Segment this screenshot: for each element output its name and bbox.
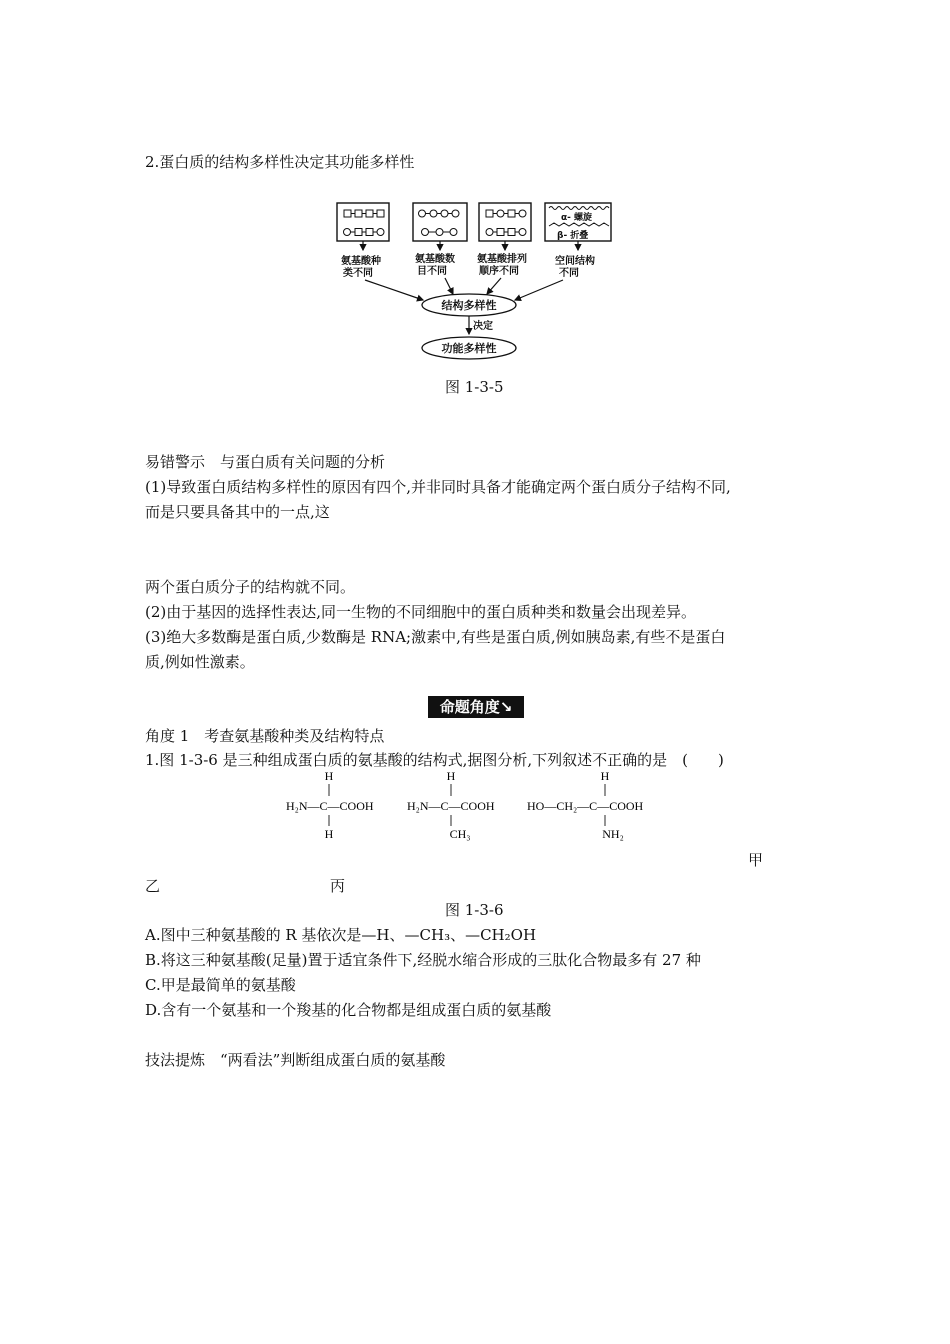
cause-types-line2: 类不同 (343, 268, 373, 279)
warning-point1-line2: 而是只要具备其中的一点,这 (145, 503, 330, 521)
formula2-chain: H₂N—C—COOH (407, 799, 495, 813)
box-spatial-structure (545, 203, 611, 241)
cause-spatial-line2: 不同 (559, 268, 579, 279)
formula-bing (527, 769, 644, 841)
figure-caption-1-3-5: 图 1-3-5 (445, 378, 504, 396)
warning-point3-line2: 质,例如性激素。 (145, 653, 255, 671)
cause-spatial-line1: 空间结构 (555, 256, 595, 267)
option-b: B.将这三种氨基酸(足量)置于适宜条件下,经脱水缩合形成的三肽化合物最多有 27 种 (145, 951, 701, 969)
option-d: D.含有一个氨基和一个羧基的化合物都是组成蛋白质的氨基酸 (145, 1001, 552, 1019)
formula3-chain: HO—CH₂—C—COOH (527, 799, 644, 813)
cause-numbers-line1: 氨基酸数 (415, 254, 455, 265)
formula2-bottom: CH₃ (449, 827, 471, 841)
formula-jia (286, 769, 374, 841)
warning-title: 易错警示 与蛋白质有关问题的分析 (145, 453, 386, 471)
box-amino-acid-numbers (413, 203, 467, 241)
formula3-bottom: NH₂ (602, 827, 624, 841)
alpha-helix-label: α- 螺旋 (561, 213, 593, 223)
box-amino-acid-sequence (479, 203, 531, 241)
box-amino-acid-types (337, 203, 389, 241)
structure-diversity-label: 结构多样性 (441, 299, 497, 312)
figure-caption-1-3-6: 图 1-3-6 (445, 901, 504, 919)
formula3-top: H (600, 769, 610, 783)
label-bing: 丙 (330, 877, 346, 895)
formula2-top: H (446, 769, 456, 783)
beta-sheet-label: β- 折叠 (557, 231, 589, 241)
angle1-heading: 角度 1 考查氨基酸种类及结构特点 (145, 727, 385, 745)
warning-point1-line3: 两个蛋白质分子的结构就不同。 (145, 578, 356, 596)
cause-sequence-line2: 顺序不同 (479, 266, 519, 277)
cause-numbers-line2: 目不同 (417, 266, 447, 277)
warning-point3-line1: (3)绝大多数酶是蛋白质,少数酶是 RNA;激素中,有些是蛋白质,例如胰岛素,有些不是蛋白 (145, 628, 726, 646)
cause-types-line1: 氨基酸种 (341, 256, 381, 267)
decides-label: 决定 (473, 321, 493, 332)
section-heading: 2.蛋白质的结构多样性决定其功能多样性 (145, 153, 415, 171)
protein-diversity-diagram (335, 198, 617, 368)
option-c: C.甲是最简单的氨基酸 (145, 976, 296, 994)
question-angle-badge: 命题角度↘ (428, 696, 524, 718)
cause-sequence-line1: 氨基酸排列 (477, 254, 527, 265)
label-jia: 甲 (748, 851, 764, 869)
warning-point2: (2)由于基因的选择性表达,同一生物的不同细胞中的蛋白质种类和数量会出现差异。 (145, 603, 697, 621)
formula-yi (407, 769, 495, 841)
amino-acid-formulas (280, 768, 680, 844)
formula1-top: H (324, 769, 334, 783)
label-yi: 乙 (145, 877, 161, 895)
function-diversity-label: 功能多样性 (441, 342, 497, 355)
technique-heading: 技法提炼 “两看法”判断组成蛋白质的氨基酸 (145, 1051, 446, 1069)
option-a: A.图中三种氨基酸的 R 基依次是—H、—CH₃、—CH₂OH (145, 926, 537, 944)
question1-stem: 1.图 1-3-6 是三种组成蛋白质的氨基酸的结构式,据图分析,下列叙述不正确的是 ( ) (145, 751, 724, 769)
formula1-bottom: H (324, 827, 334, 841)
warning-point1-line1: (1)导致蛋白质结构多样性的原因有四个,并非同时具备才能确定两个蛋白质分子结构不同, (145, 478, 731, 496)
formula1-chain: H₂N—C—COOH (286, 799, 374, 813)
